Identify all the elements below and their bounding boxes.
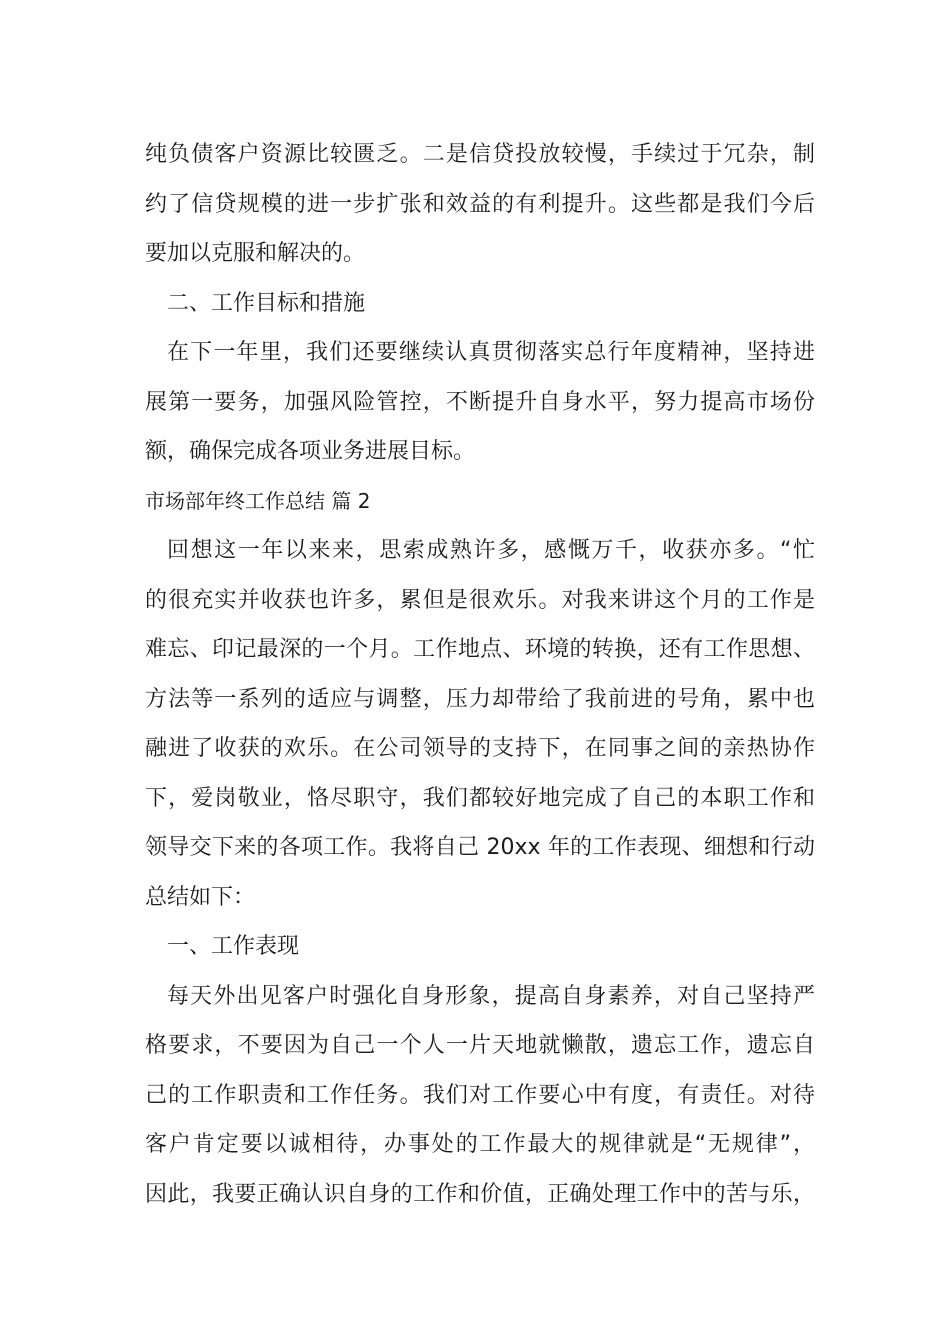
text-line: 二、工作目标和措施: [167, 290, 366, 316]
text-line: 每天外出见客户时强化自身形象，提高自身素养，对自己坚持严: [167, 983, 815, 1009]
text-line: 要加以克服和解决的。: [145, 241, 366, 266]
text-line: 客户肯定要以诚相待，办事处的工作最大的规律就是“无规律”，: [145, 1132, 815, 1157]
text-line: 领导交下来的各项工作。我将自己 20xx 年的工作表现、细想和行动: [145, 835, 815, 860]
text-line: 下，爱岗敬业，恪尽职守，我们都较好地完成了自己的本职工作和: [145, 785, 815, 811]
text-line: 方法等一系列的适应与调整，压力却带给了我前进的号角，累中也: [145, 686, 815, 712]
text-line: 难忘、印记最深的一个月。工作地点、环境的转换，还有工作思想、: [145, 637, 815, 662]
text-line: 因此，我要正确认识自身的工作和价值，正确处理工作中的苦与乐，: [145, 1181, 815, 1207]
text-line: 己的工作职责和工作任务。我们对工作要心中有度，有责任。对待: [145, 1082, 815, 1108]
text-line: 约了信贷规模的进一步扩张和效益的有利提升。这些都是我们今后: [145, 191, 815, 217]
text-line: 格要求，不要因为自己一个人一片天地就懒散，遗忘工作，遗忘自: [145, 1033, 815, 1058]
text-line: 纯负债客户资源比较匮乏。二是信贷投放较慢，手续过于冗杂，制: [145, 142, 815, 167]
section-heading: 市场部年终工作总结 篇 2: [145, 488, 371, 513]
text-line: 在下一年里，我们还要继续认真贯彻落实总行年度精神，坚持进: [167, 340, 815, 365]
text-line: 额，确保完成各项业务进展目标。: [145, 439, 476, 464]
text-line: 一、工作表现: [167, 934, 300, 959]
text-line: 融进了收获的欢乐。在公司领导的支持下，在同事之间的亲热协作: [145, 736, 815, 761]
text-line: 展第一要务，加强风险管控，不断提升自身水平，努力提高市场份: [145, 389, 815, 415]
text-line: 的很充实并收获也许多，累但是很欢乐。对我来讲这个月的工作是: [145, 587, 815, 613]
text-line: 总结如下：: [145, 884, 256, 910]
document-body: [145, 130, 815, 1219]
text-line: 回想这一年以来来，思索成熟许多，感慨万千，收获亦多。“忙: [167, 538, 815, 563]
